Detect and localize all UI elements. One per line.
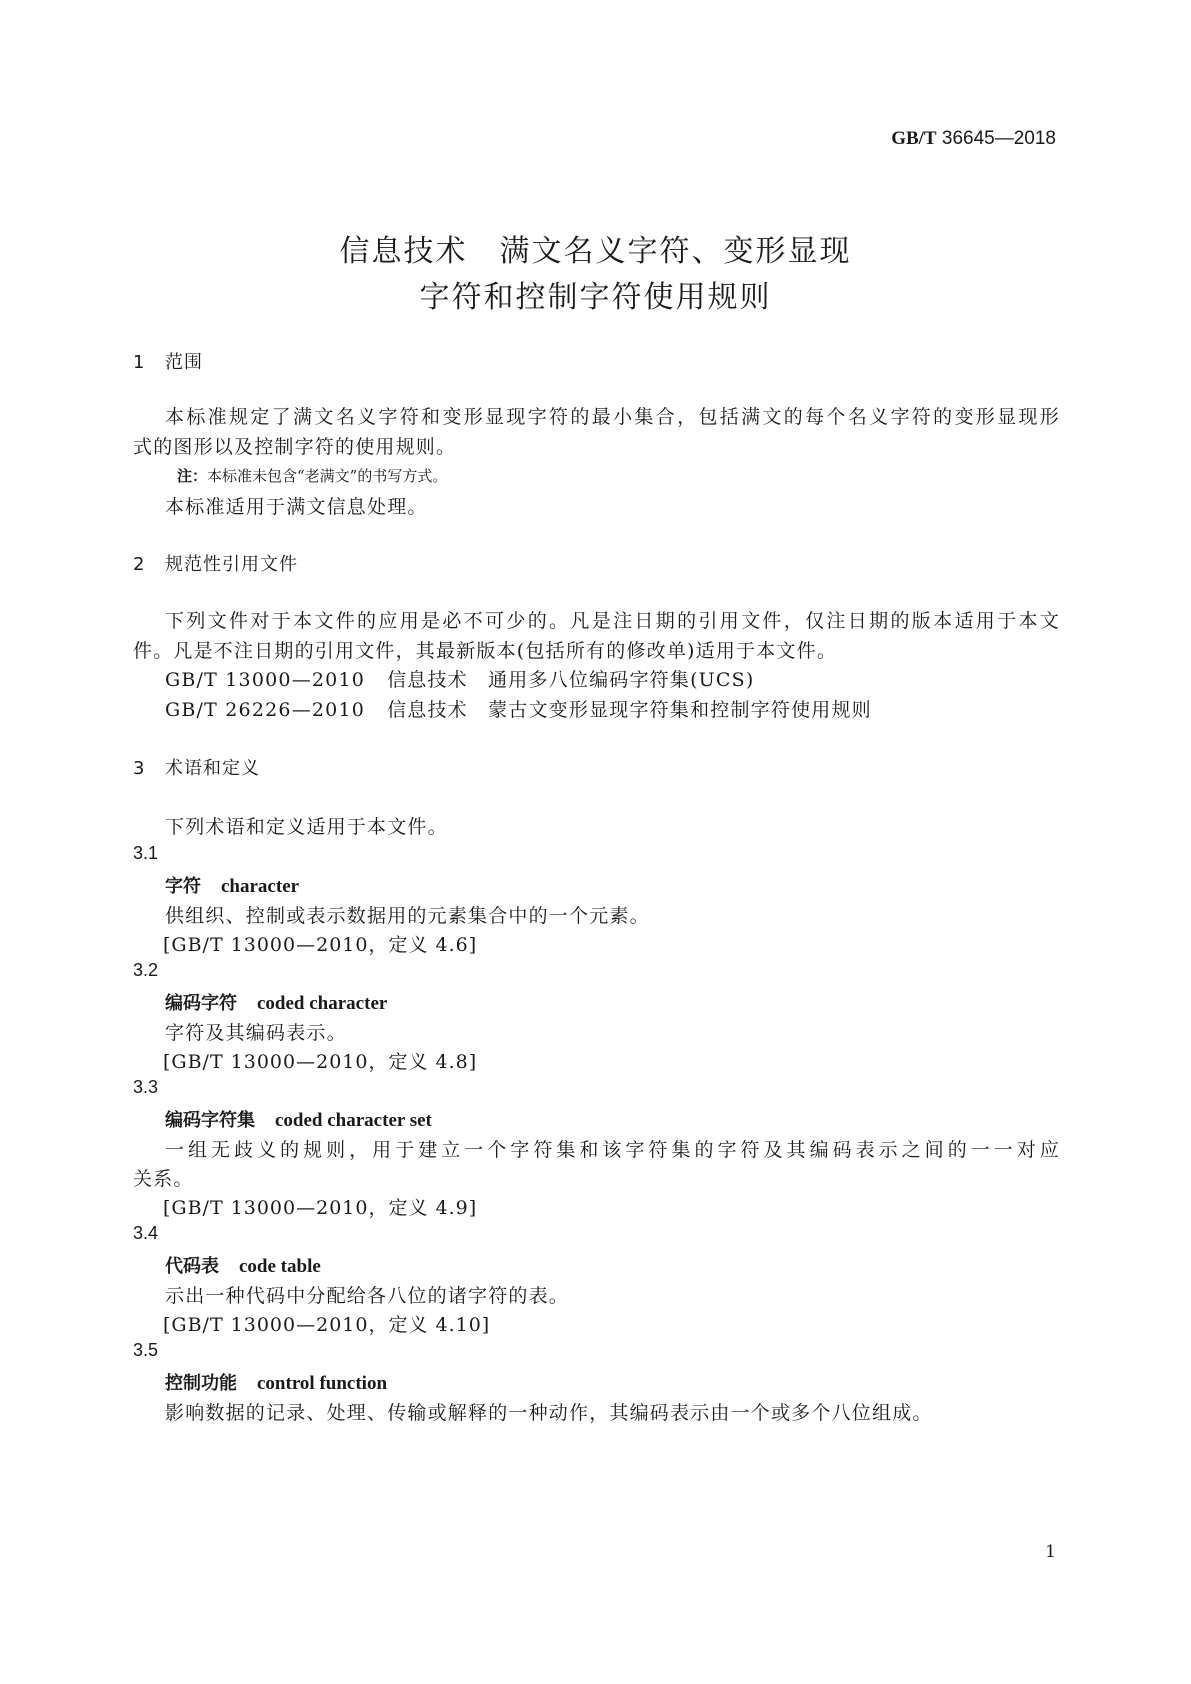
term-zh: 控制功能 bbox=[165, 1373, 237, 1394]
section-2-heading bbox=[133, 550, 298, 576]
refs-paragraph-line2: 件。凡是不注日期的引用文件，其最新版本(包括所有的修改单)适用于本文件。 bbox=[133, 640, 838, 662]
term-definition-line1: 一组无歧义的规则，用于建立一个字符集和该字符集的字符及其编码表示之间的一一对应 bbox=[165, 1139, 1060, 1161]
document-title-line2: 字符和控制字符使用规则 bbox=[419, 280, 772, 315]
section-number: 3 bbox=[133, 758, 146, 779]
term-name bbox=[165, 1252, 321, 1278]
terms-intro: 下列术语和定义适用于本文件。 bbox=[165, 816, 448, 838]
document-title-line1: 信息技术 满文名义字符、变形显现 bbox=[339, 234, 852, 269]
term-en: control function bbox=[257, 1373, 388, 1394]
term-source: [GB/T 13000—2010，定义 4.6] bbox=[163, 934, 478, 956]
reference-title: 信息技术 蒙古文变形显现字符集和控制字符使用规则 bbox=[387, 699, 872, 721]
term-en: character bbox=[221, 876, 300, 897]
term-name bbox=[165, 989, 387, 1015]
note-label: 注： bbox=[177, 467, 208, 485]
term-number: 3.1 bbox=[133, 843, 159, 863]
scope-paragraph-line1: 本标准规定了满文名义字符和变形显现字符的最小集合，包括满文的每个名义字符的变形显现形 bbox=[165, 406, 1060, 428]
scope-note bbox=[177, 465, 447, 486]
term-zh: 字符 bbox=[165, 876, 201, 897]
term-definition: 字符及其编码表示。 bbox=[165, 1022, 347, 1044]
standard-code-prefix: GB/T bbox=[891, 128, 937, 149]
term-number: 3.5 bbox=[133, 1340, 159, 1360]
reference-item bbox=[165, 695, 872, 722]
term-number: 3.2 bbox=[133, 960, 159, 980]
section-number: 2 bbox=[133, 554, 146, 575]
page-number: 1 bbox=[1045, 1542, 1056, 1562]
term-en: coded character set bbox=[275, 1110, 432, 1131]
term-name bbox=[165, 1369, 387, 1395]
term-source: [GB/T 13000—2010，定义 4.8] bbox=[163, 1051, 478, 1073]
term-zh: 编码字符 bbox=[165, 993, 237, 1014]
term-source: [GB/T 13000—2010，定义 4.9] bbox=[163, 1197, 478, 1219]
term-zh: 编码字符集 bbox=[165, 1110, 255, 1131]
term-definition: 供组织、控制或表示数据用的元素集合中的一个元素。 bbox=[165, 905, 650, 927]
reference-title: 信息技术 通用多八位编码字符集(UCS) bbox=[387, 669, 755, 691]
refs-paragraph-line1: 下列文件对于本文件的应用是必不可少的。凡是注日期的引用文件，仅注日期的版本适用于本文 bbox=[165, 610, 1060, 632]
section-number: 1 bbox=[133, 352, 146, 373]
term-number: 3.4 bbox=[133, 1223, 159, 1243]
standard-code bbox=[891, 128, 1056, 150]
section-1-heading bbox=[133, 348, 203, 374]
term-source: [GB/T 13000—2010，定义 4.10] bbox=[163, 1314, 491, 1336]
scope-applicability: 本标准适用于满文信息处理。 bbox=[165, 496, 428, 518]
term-definition: 示出一种代码中分配给各八位的诸字符的表。 bbox=[165, 1285, 570, 1307]
term-name bbox=[165, 872, 299, 898]
term-number: 3.3 bbox=[133, 1077, 159, 1097]
term-zh: 代码表 bbox=[165, 1256, 219, 1277]
note-text: 本标准未包含“老满文”的书写方式。 bbox=[207, 467, 448, 485]
section-3-heading bbox=[133, 754, 260, 780]
scope-paragraph-line2: 式的图形以及控制字符的使用规则。 bbox=[133, 436, 457, 458]
section-title: 规范性引用文件 bbox=[165, 554, 298, 575]
reference-code: GB/T 26226—2010 bbox=[165, 699, 366, 721]
reference-code: GB/T 13000—2010 bbox=[165, 669, 366, 691]
term-definition: 影响数据的记录、处理、传输或解释的一种动作，其编码表示由一个或多个八位组成。 bbox=[165, 1402, 933, 1424]
reference-item bbox=[165, 665, 754, 692]
section-title: 术语和定义 bbox=[165, 758, 260, 779]
term-en: code table bbox=[239, 1256, 321, 1277]
section-title: 范围 bbox=[165, 352, 203, 373]
standard-code-number: 36645—2018 bbox=[941, 128, 1056, 149]
term-en: coded character bbox=[257, 993, 388, 1014]
term-definition-line2: 关系。 bbox=[133, 1168, 194, 1190]
term-name bbox=[165, 1106, 432, 1132]
